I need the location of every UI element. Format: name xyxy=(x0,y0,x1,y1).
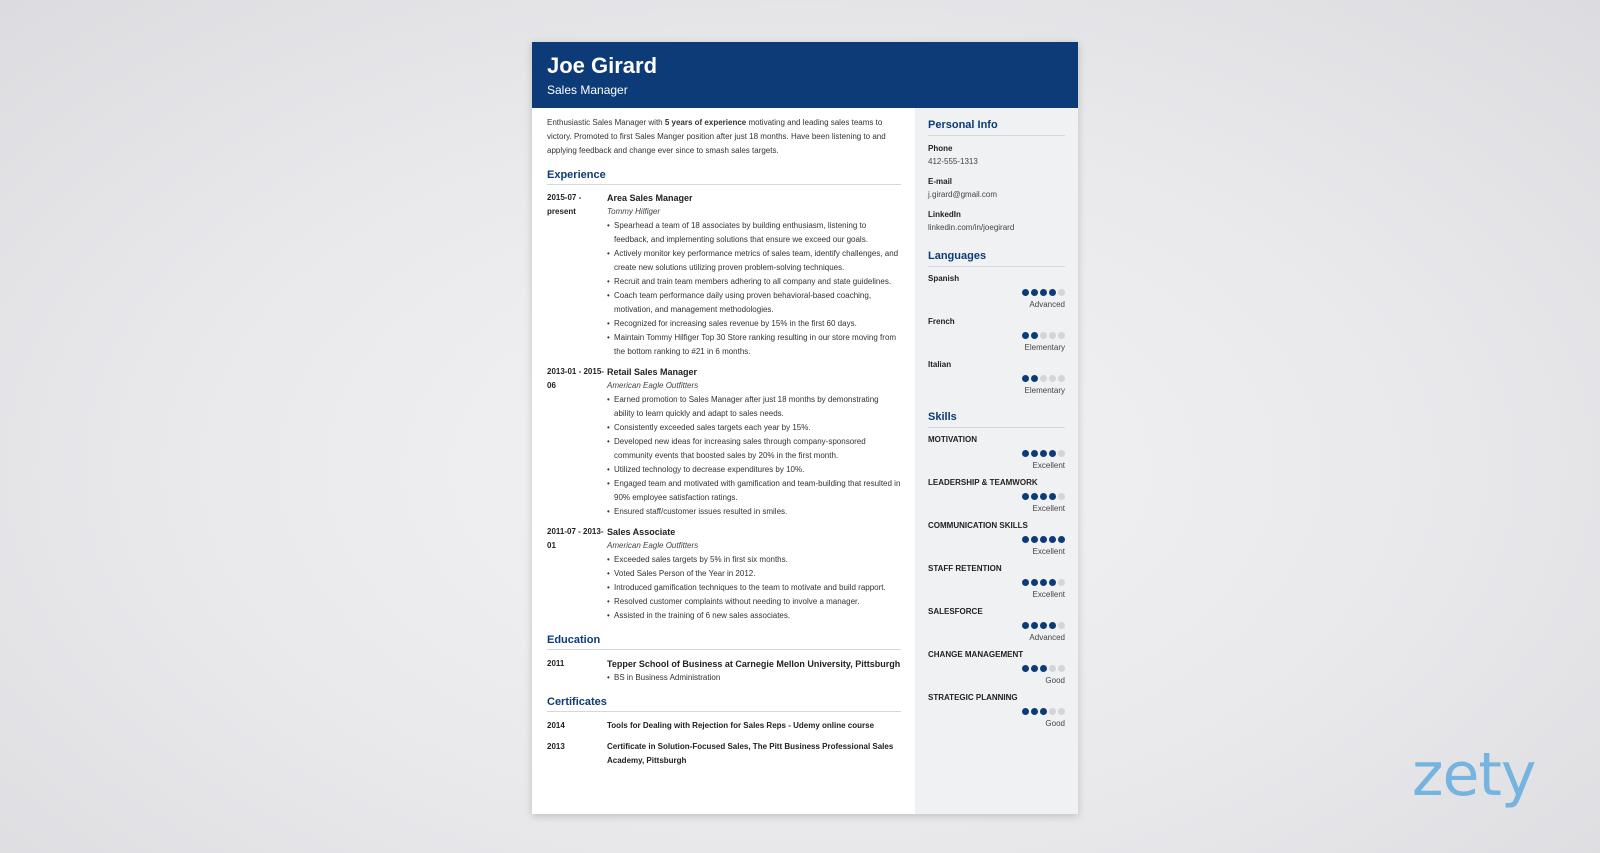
rating-dot-filled xyxy=(1031,622,1038,629)
candidate-name: Joe Girard xyxy=(547,53,658,78)
zety-logo: zety xyxy=(1412,740,1536,810)
rating-dot-filled xyxy=(1049,579,1056,586)
skill-level: Excellent xyxy=(1032,461,1065,470)
certificate-item xyxy=(547,740,901,768)
company-name: American Eagle Outfitters xyxy=(607,381,699,390)
degree: • BS in Business Administration xyxy=(607,671,900,685)
rating-dot-filled xyxy=(1040,289,1047,296)
info-value: j.girard@gmail.com xyxy=(928,190,998,199)
rating-dot-empty xyxy=(1058,579,1065,586)
bullet-item: • Introduced gamification techniques to the team to motivate and build rapport. xyxy=(607,581,901,595)
certificate-title: Certificate in Solution-Focused Sales, The Pitt Business Professional Sales Academy, Pittsburgh xyxy=(607,742,894,765)
rating-dot-filled xyxy=(1031,536,1038,543)
rating-dot-empty xyxy=(1058,493,1065,500)
job-title: Sales Associate xyxy=(607,527,676,537)
rating-dots xyxy=(928,373,1065,385)
rating-dots xyxy=(928,620,1065,632)
rating-dot-filled xyxy=(1031,375,1038,382)
rating-dot-filled xyxy=(1022,665,1029,672)
rating-dot-filled xyxy=(1022,536,1029,543)
rating-dot-filled xyxy=(1022,622,1029,629)
skill-level: Advanced xyxy=(1029,633,1065,642)
experience-item xyxy=(547,365,901,519)
skill-name: SALESFORCE xyxy=(928,607,983,616)
rating-dot-filled xyxy=(1040,450,1047,457)
rating-dot-empty xyxy=(1058,289,1065,296)
bullet-item: • Developed new ideas for increasing sales through company-sponsored community events that boosted sales by 20% in the first month. xyxy=(607,435,901,463)
rating-dot-filled xyxy=(1031,708,1038,715)
skill-item xyxy=(928,520,1065,557)
skill-level: Good xyxy=(1045,676,1065,685)
skills-title: Skills xyxy=(928,410,1065,428)
candidate-role: Sales Manager xyxy=(547,83,628,97)
skill-name: CHANGE MANAGEMENT xyxy=(928,650,1024,659)
rating-dot-filled xyxy=(1049,536,1056,543)
rating-dot-empty xyxy=(1040,332,1047,339)
summary xyxy=(547,116,901,158)
bullet-item: • Engaged team and motivated with gamification and team-building that resulted in 90% employee satisfaction ratings. xyxy=(607,477,901,505)
personal-info-title: Personal Info xyxy=(928,118,1065,136)
skill-level: Excellent xyxy=(1032,547,1065,556)
bullet-item: • Consistently exceeded sales targets each year by 15%. xyxy=(607,421,901,435)
certificate-year: 2014 xyxy=(547,721,565,730)
bullet-item: • Ensured staff/customer issues resulted in smiles. xyxy=(607,505,901,519)
rating-dots xyxy=(928,534,1065,546)
skill-name: MOTIVATION xyxy=(928,435,978,444)
skill-level: Good xyxy=(1045,719,1065,728)
job-title: Area Sales Manager xyxy=(607,193,693,203)
rating-dot-empty xyxy=(1058,665,1065,672)
bullet-item: • Actively monitor key performance metrics of sales team, identify challenges, and create new solutions utilizing proven problem-solving techniques. xyxy=(607,247,901,275)
rating-dot-filled xyxy=(1031,579,1038,586)
rating-dot-filled xyxy=(1040,493,1047,500)
experience-bullets xyxy=(607,219,901,359)
rating-dot-filled xyxy=(1031,493,1038,500)
certificate-item xyxy=(547,719,901,733)
bullet-item: • Resolved customer complaints without needing to involve a manager. xyxy=(607,595,901,609)
rating-dot-empty xyxy=(1040,375,1047,382)
rating-dot-empty xyxy=(1058,332,1065,339)
rating-dot-filled xyxy=(1031,450,1038,457)
bullet-item: • Assisted in the training of 6 new sales associates. xyxy=(607,609,901,623)
language-item xyxy=(928,359,1065,396)
rating-dot-empty xyxy=(1049,665,1056,672)
info-value: 412-555-1313 xyxy=(928,157,978,166)
sidebar xyxy=(915,108,1078,814)
bullet-item: • Utilized technology to decrease expenditures by 10%. xyxy=(607,463,901,477)
rating-dot-filled xyxy=(1022,450,1029,457)
skill-item xyxy=(928,434,1065,471)
skill-item xyxy=(928,477,1065,514)
skills-list xyxy=(928,434,1065,729)
language-level: Elementary xyxy=(1024,343,1065,352)
experience-title: Experience xyxy=(547,168,901,185)
rating-dots xyxy=(928,577,1065,589)
rating-dot-filled xyxy=(1022,332,1029,339)
language-item xyxy=(928,273,1065,310)
summary-pre: Enthusiastic Sales Manager with xyxy=(547,118,665,127)
rating-dots xyxy=(928,330,1065,342)
experience-bullets xyxy=(607,393,901,519)
company-name: Tommy Hilfiger xyxy=(607,207,661,216)
skill-name: STRATEGIC PLANNING xyxy=(928,693,1018,702)
skill-item xyxy=(928,649,1065,686)
rating-dot-empty xyxy=(1058,708,1065,715)
rating-dot-filled xyxy=(1040,579,1047,586)
language-name: Spanish xyxy=(928,274,960,283)
rating-dots xyxy=(928,491,1065,503)
experience-dates: 2015-07 - present xyxy=(547,193,582,216)
education-bullets xyxy=(607,671,900,685)
experience-body xyxy=(607,191,901,359)
rating-dot-filled xyxy=(1040,536,1047,543)
skill-item xyxy=(928,606,1065,643)
language-level: Elementary xyxy=(1024,386,1065,395)
rating-dot-filled xyxy=(1049,289,1056,296)
summary-bold: 5 years of experience xyxy=(664,118,747,127)
rating-dot-empty xyxy=(1058,375,1065,382)
rating-dot-filled xyxy=(1049,450,1056,457)
rating-dot-empty xyxy=(1058,450,1065,457)
rating-dot-filled xyxy=(1031,289,1038,296)
certificates-title: Certificates xyxy=(547,695,901,712)
skill-item xyxy=(928,692,1065,729)
bullet-item: • Maintain Tommy Hilfiger Top 30 Store ranking resulting in our store moving from the bottom ranking to #21 in 6 months. xyxy=(607,331,901,359)
summary-post: motivating and leading sales teams to victory. Promoted to first Sales Manger position after just 18 months. Have been listening to and applying feedback and change ever since to smash sales targets. xyxy=(547,118,886,155)
experience-list xyxy=(547,191,901,623)
bullet-item: • Exceeded sales targets by 5% in first six months. xyxy=(607,553,901,567)
bullet-item: • Coach team performance daily using proven behavioral-based coaching, motivation, and management methodologies. xyxy=(607,289,901,317)
skill-level: Excellent xyxy=(1032,590,1065,599)
bullet-item: • Earned promotion to Sales Manager after just 18 months by demonstrating ability to learn quickly and adapt to sales needs. xyxy=(607,393,901,421)
certificate-year: 2013 xyxy=(547,742,565,751)
education-list xyxy=(547,657,901,685)
main-column xyxy=(547,116,901,768)
rating-dots xyxy=(928,287,1065,299)
language-level: Advanced xyxy=(1029,300,1065,309)
experience-dates: 2011-07 - 2013-01 xyxy=(547,527,604,550)
rating-dot-filled xyxy=(1022,289,1029,296)
rating-dot-filled xyxy=(1022,708,1029,715)
certificates-list xyxy=(547,719,901,768)
rating-dot-filled xyxy=(1022,493,1029,500)
job-title: Retail Sales Manager xyxy=(607,367,698,377)
school-name: Tepper School of Business at Carnegie Mellon University, Pittsburgh xyxy=(607,659,901,669)
experience-body xyxy=(607,525,901,623)
skill-item xyxy=(928,563,1065,600)
info-label: E-mail xyxy=(928,177,953,186)
rating-dot-filled xyxy=(1040,708,1047,715)
skill-level: Excellent xyxy=(1032,504,1065,513)
experience-item xyxy=(547,191,901,359)
bullet-item: • Spearhead a team of 18 associates by building enthusiasm, listening to feedback, and implementing solutions that ensure we exceed our goals. xyxy=(607,219,901,247)
education-title: Education xyxy=(547,633,901,650)
education-year: 2011 xyxy=(547,659,565,668)
rating-dot-empty xyxy=(1049,332,1056,339)
bullet-item: • Voted Sales Person of the Year in 2012. xyxy=(607,567,901,581)
language-name: French xyxy=(928,317,955,326)
language-item xyxy=(928,316,1065,353)
languages-title: Languages xyxy=(928,249,1065,267)
rating-dot-filled xyxy=(1022,579,1029,586)
bullet-item: • Recognized for increasing sales revenue by 15% in the first 60 days. xyxy=(607,317,901,331)
rating-dot-empty xyxy=(1058,622,1065,629)
experience-dates: 2013-01 - 2015-06 xyxy=(547,367,604,390)
rating-dot-filled xyxy=(1022,375,1029,382)
rating-dot-filled xyxy=(1058,536,1065,543)
rating-dot-filled xyxy=(1040,622,1047,629)
language-name: Italian xyxy=(928,360,952,369)
info-label: LinkedIn xyxy=(928,210,961,219)
rating-dot-filled xyxy=(1049,493,1056,500)
rating-dots xyxy=(928,663,1065,675)
rating-dot-empty xyxy=(1049,708,1056,715)
certificate-title: Tools for Dealing with Rejection for Sales Reps - Udemy online course xyxy=(607,721,875,730)
rating-dots xyxy=(928,448,1065,460)
experience-body xyxy=(607,365,901,519)
skill-name: COMMUNICATION SKILLS xyxy=(928,521,1028,530)
skill-name: LEADERSHIP & TEAMWORK xyxy=(928,478,1038,487)
education-body xyxy=(607,657,900,685)
rating-dot-filled xyxy=(1031,665,1038,672)
languages-list xyxy=(928,273,1065,396)
resume-page xyxy=(532,42,1078,814)
rating-dot-filled xyxy=(1031,332,1038,339)
info-value: linkedin.com/in/joegirard xyxy=(928,223,1015,232)
info-label: Phone xyxy=(928,144,953,153)
rating-dot-filled xyxy=(1049,622,1056,629)
rating-dot-filled xyxy=(1040,665,1047,672)
rating-dot-empty xyxy=(1049,375,1056,382)
company-name: American Eagle Outfitters xyxy=(607,541,699,550)
rating-dots xyxy=(928,706,1065,718)
bullet-item: • Recruit and train team members adhering to all company and state guidelines. xyxy=(607,275,901,289)
education-item xyxy=(547,657,901,685)
experience-item xyxy=(547,525,901,623)
personal-info-list xyxy=(928,143,1065,235)
skill-name: STAFF RETENTION xyxy=(928,564,1002,573)
experience-bullets xyxy=(607,553,901,623)
resume-header xyxy=(532,42,1078,108)
